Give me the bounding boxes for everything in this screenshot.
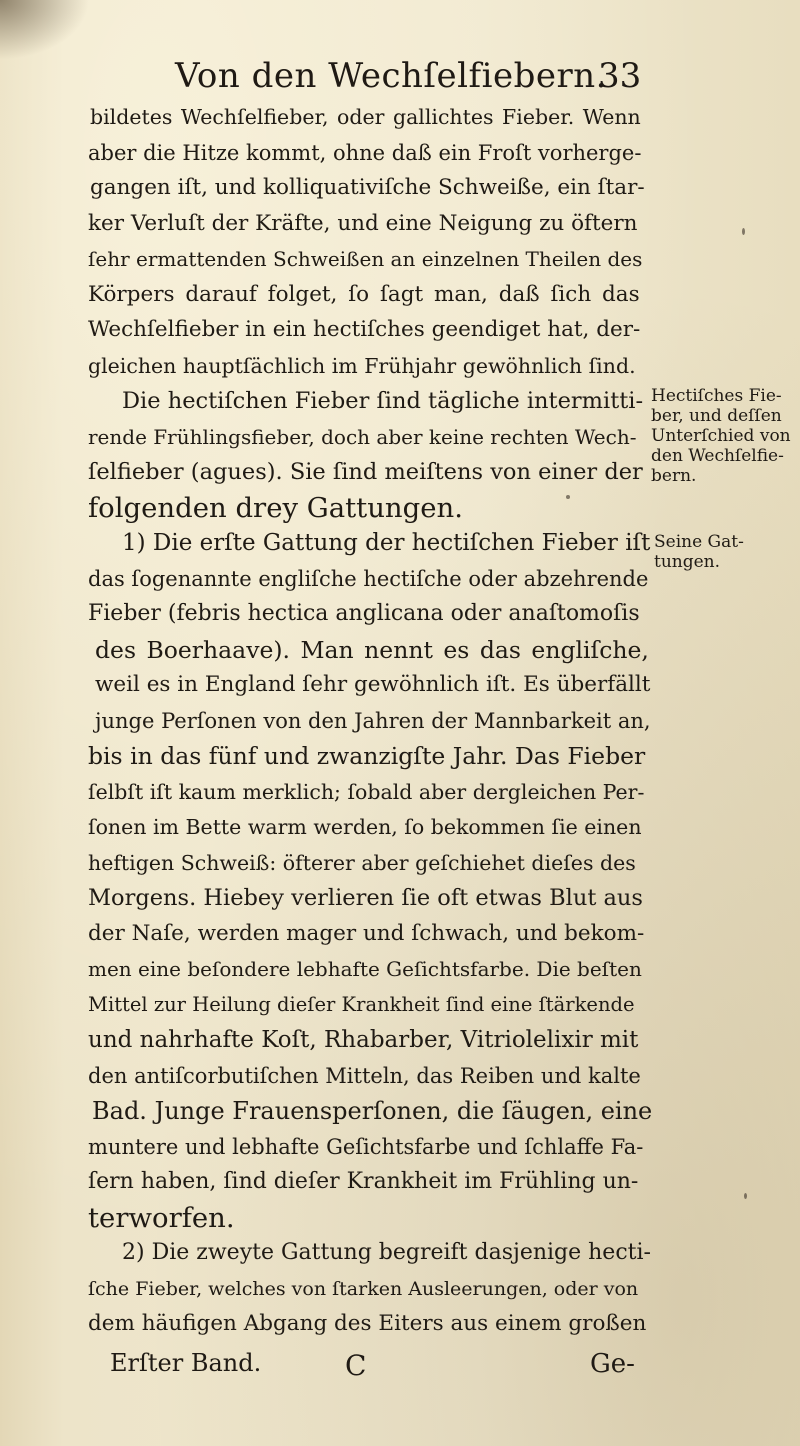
text-line: ſelfieber (agues). Sie ſind meiſtens von einer der [88, 459, 643, 485]
text-line: men eine beſondere lebhafte Geſichtsfarbe. Die beſten [88, 957, 642, 981]
text-line: Die hectiſchen Fieber ſind tägliche intermitti- [122, 388, 644, 414]
text-line: des Boerhaave). Man nennt es das engliſche, [95, 635, 649, 664]
text-line: den antiſcorbutiſchen Mitteln, das Reiben und kalte [88, 1063, 641, 1088]
text-line: Körpers darauf folget, ſo ſagt man, daß ſich das [88, 281, 640, 307]
text-line: muntere und lebhafte Geſichtsfarbe und ſchlaffe Fa- [88, 1134, 644, 1159]
text-line: der Naſe, werden mager und ſchwach, und bekom- [88, 920, 645, 946]
text-line: ſelbſt iſt kaum merklich; ſobald aber dergleichen Per- [88, 779, 645, 804]
catchword: Ge- [590, 1348, 635, 1379]
text-line: Fieber (febris hectica anglicana oder anaſtomoſis [88, 601, 640, 626]
running-head: Von den Wechſelfiebern. [175, 56, 607, 96]
page-number: 33 [598, 56, 642, 96]
margin-note-line: den Wechſelfie- [651, 446, 784, 466]
text-line: Wechſelfieber in ein hectiſches geendiget hat, der- [88, 317, 641, 342]
margin-note-line: Unterſchied von [651, 426, 791, 446]
text-line: ſern haben, ſind dieſer Krankheit im Frühling un- [88, 1169, 639, 1194]
margin-note-line: Seine Gat- [654, 532, 744, 552]
signature-text: Erſter Band. [110, 1348, 262, 1377]
text-line: gangen iſt, und kolliquativiſche Schweiße, ein ſtar- [90, 175, 645, 200]
text-line: bildetes Wechſelfieber, oder gallichtes Fieber. Wenn [90, 105, 641, 129]
margin-note-line: Hectiſches Fie- [651, 386, 782, 406]
text-line: Bad. Junge Frauensperſonen, die ſäugen, eine [92, 1097, 653, 1125]
text-line: bis in das fünf und zwanzigſte Jahr. Das Fieber [88, 742, 646, 770]
text-line: ſche Fieber, welches von ſtarken Ausleerungen, oder von [88, 1277, 639, 1300]
text-line: ſehr ermattenden Schweißen an einzelnen Theilen des [88, 247, 643, 271]
text-line: aber die Hitze kommt, ohne daß ein Froſt vorherge- [88, 140, 642, 165]
text-line: gleichen hauptſächlich im Frühjahr gewöhnlich ſind. [88, 353, 636, 378]
text-line: 1) Die erſte Gattung der hectiſchen Fieber iſt [122, 530, 651, 556]
margin-note-line: ber, und deſſen [651, 406, 782, 426]
text-line: 2) Die zweyte Gattung begreift dasjenige hecti- [122, 1240, 651, 1265]
text-line: das ſogenannte engliſche hectiſche oder abzehrende [88, 566, 649, 591]
margin-note-line: tungen. [654, 552, 721, 572]
margin-note-line: bern. [651, 466, 697, 486]
text-line: dem häufigen Abgang des Eiters aus einem großen [88, 1311, 647, 1336]
text-line: junge Perſonen von den Jahren der Mannbarkeit an, [95, 708, 651, 733]
text-line: rende Frühlingsfieber, doch aber keine rechten Wech- [88, 424, 637, 449]
text-line: terworfen. [88, 1201, 235, 1234]
text-line: weil es in England ſehr gewöhnlich iſt. Es überfällt [95, 672, 651, 697]
signature-mark: C [345, 1348, 367, 1382]
text-line: Morgens. Hiebey verlieren ſie oft etwas Blut aus [88, 885, 643, 911]
text-line: heftigen Schweiß: öfterer aber geſchiehet dieſes des [88, 850, 636, 875]
text-line: ker Verluſt der Kräfte, und eine Neigung zu öftern [88, 210, 638, 236]
text-line: Mittel zur Heilung dieſer Krankheit ſind eine ſtärkende [88, 992, 635, 1016]
text-line: folgenden drey Gattungen. [88, 491, 463, 524]
text-line: und nahrhafte Koſt, Rhabarber, Vitriolelixir mit [88, 1027, 639, 1053]
text-line: ſonen im Bette warm werden, ſo bekommen ſie einen [88, 815, 642, 839]
